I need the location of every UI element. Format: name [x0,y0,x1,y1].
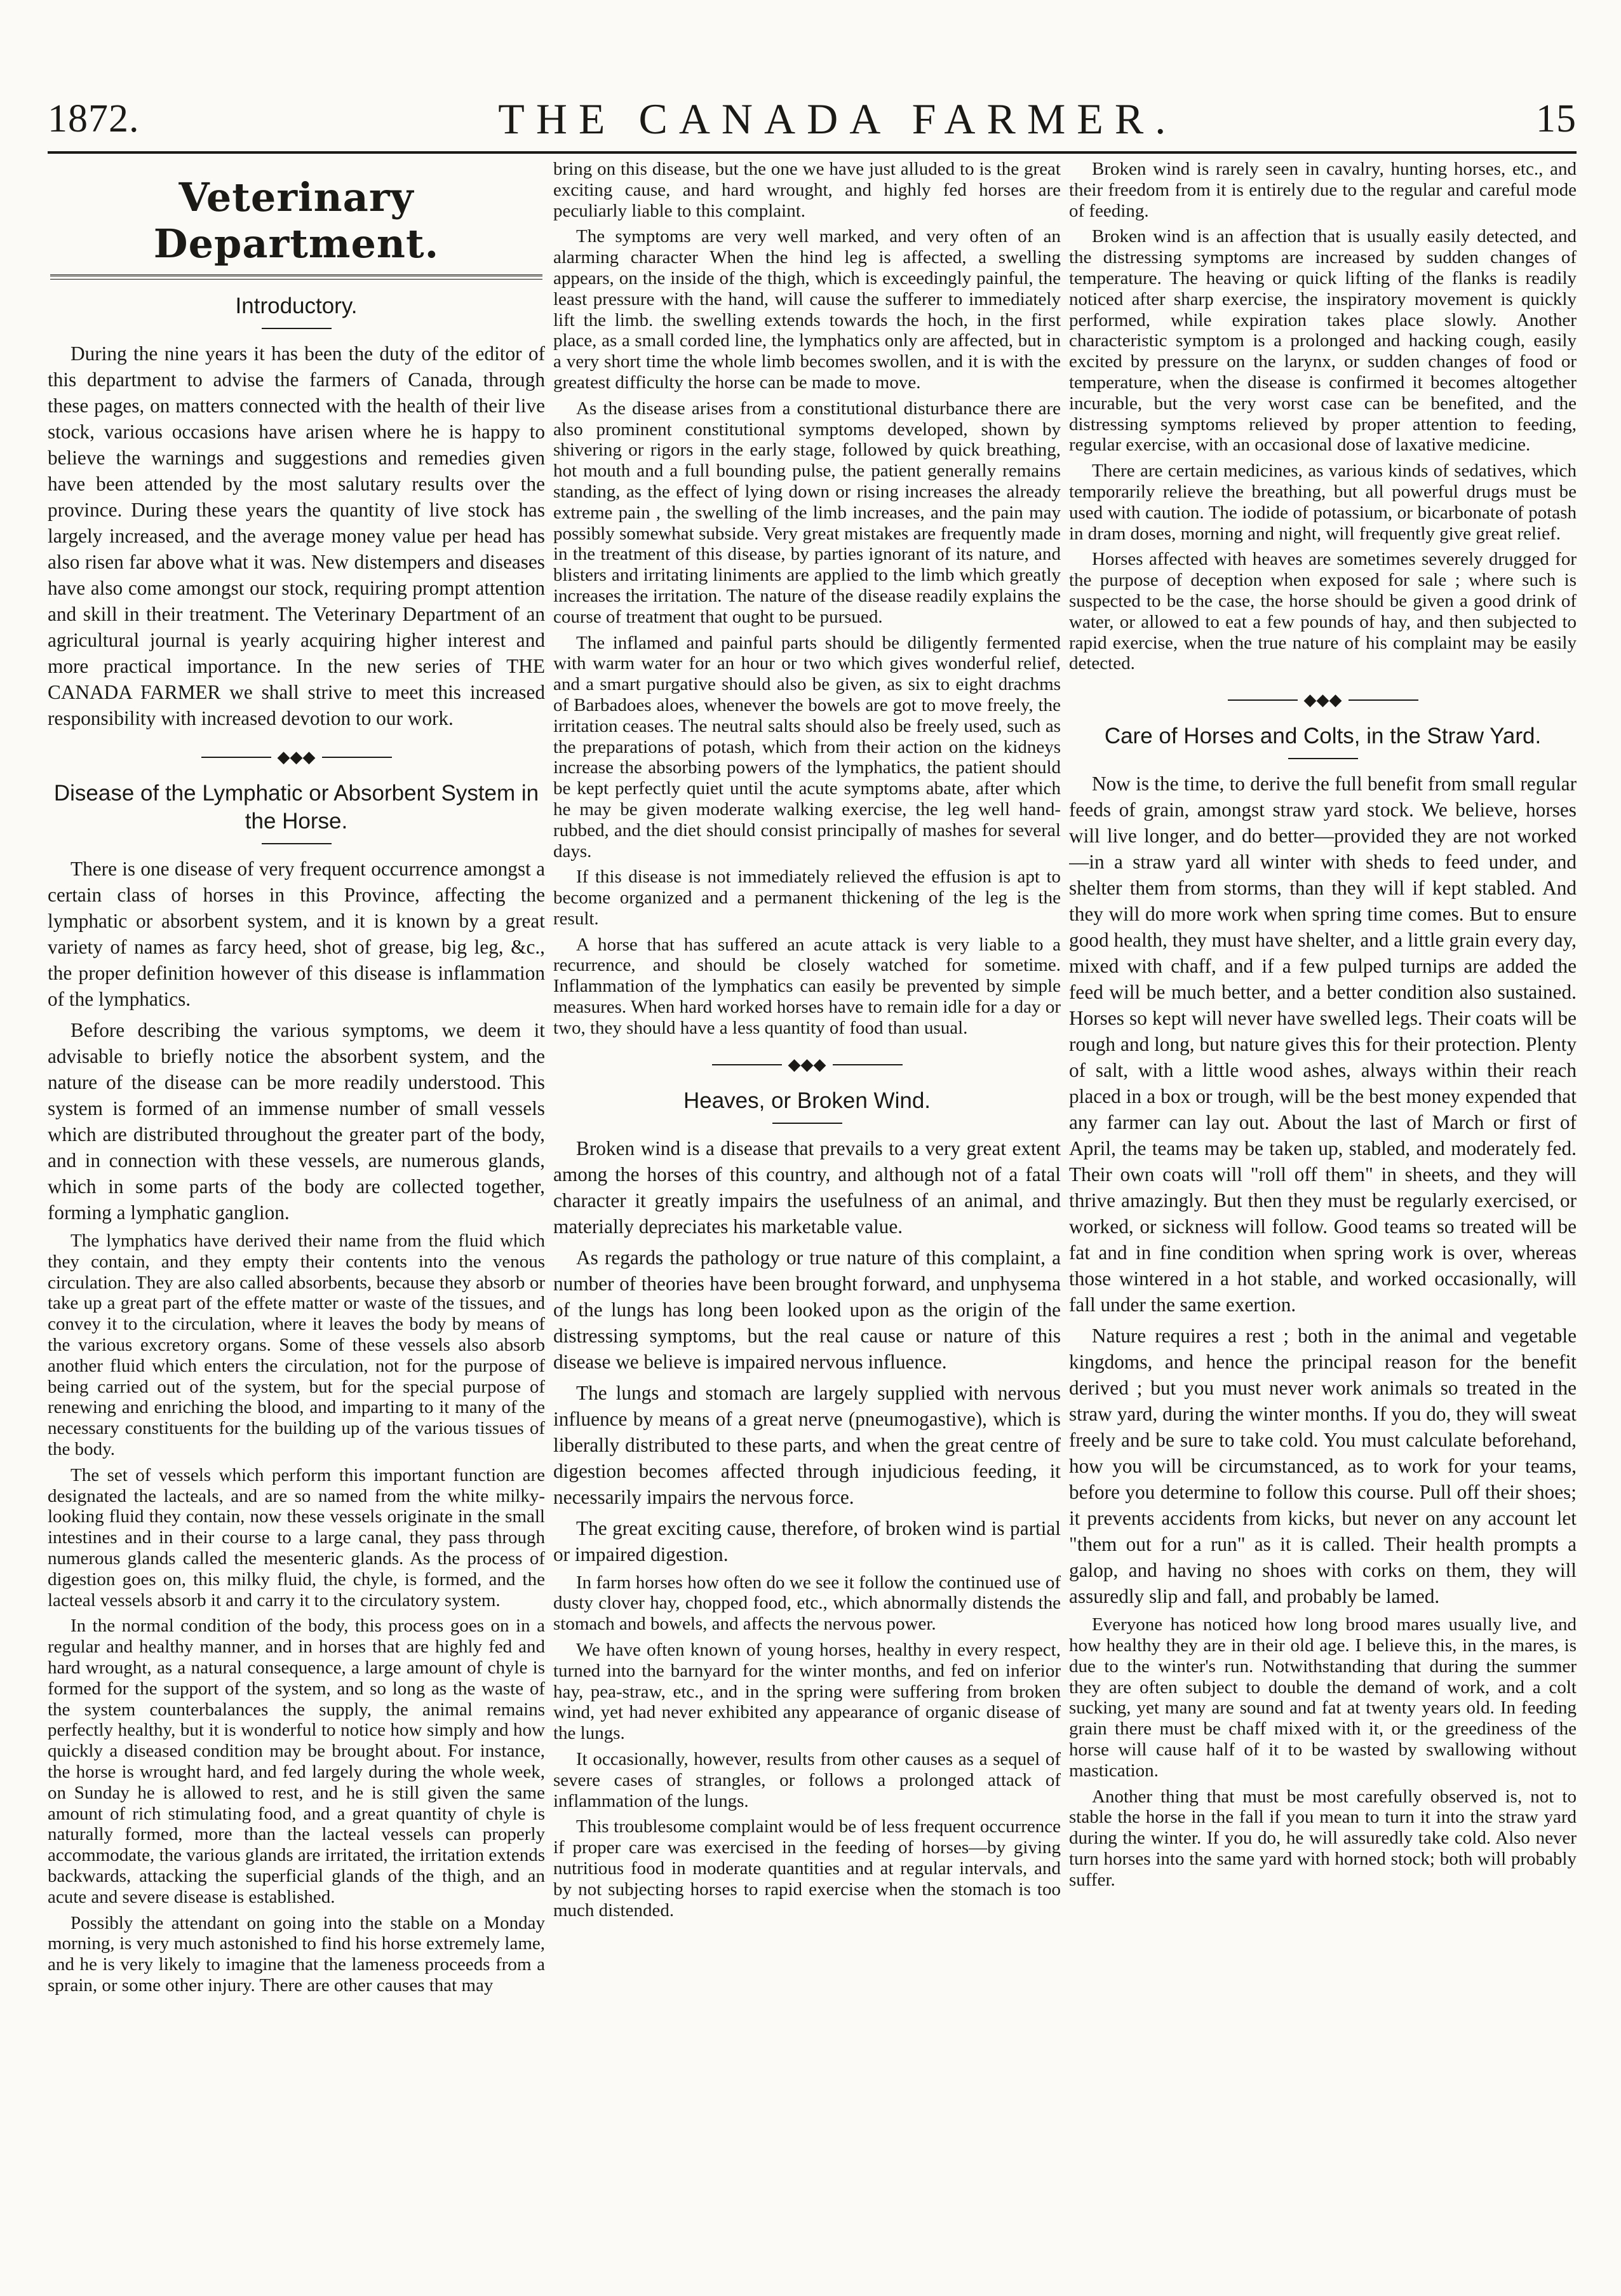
article-paragraph: Nature requires a rest ; both in the animal and vegetable kingdoms, and hence the principal reason for the benefit derived ; but you must never work animals so treated in the straw yard, during the winter months. If you do, they will sweat freely and be sure to take cold. You must calculate beforehand, how you will be circumstanced, as to work for your teams, before you determine to follow this course. Pull off their shoes; it prevents accidents from kicks, but never on any account let "them out for a run" as it is called. Their health prompts a galop, and having no shoes with corks on them, they will assuredly slip and fall, and probably be lamed. [1069,1325,1577,1608]
column-3 [1069,159,1577,2255]
issue-year: 1872. [48,97,140,140]
article-paragraph: Broken wind is rarely seen in cavalry, hunting horses, etc., and their freedom from it is entirely due to the regular and careful mode of feeding. [1069,159,1577,221]
article-paragraph: The lymphatics have derived their name from the fluid which they contain, and they empty their contents into the venous circulation. They are also called absorbents, because they absorb or take up a great part of the effete matter or waste of the tissues, and convey it to the circulation, where it leaves the body by means of the various excretory organs. Some of these vessels also absorb another fluid which enters the circulation, not for the purpose of being carried out of the system, but for the special purpose of renewing and enriching the blood, and imparting to it many of the necessary constituents for the building up of the various tissues of the body. [48,1231,545,1459]
article-paragraph: Broken wind is an affection that is usually easily detected, and the distressing symptoms are increased by sudden changes of temperature. The heaving or quick lifting of the flanks is readily noticed after sharp exercise, the inspiratory movement is quickly performed, while expiration takes place slowly. Another characteristic symptom is a prolonged and hacking cough, easily excited by pressure on the larynx, or sudden changes of food or temperature, when the disease is confirmed it becomes altogether incurable, but the very worst case can be benefited, and the distressing symptoms relieved by proper attention to feeding, regular exercise, with an occasional dose of laxative medicine. [1069,226,1577,456]
ornament-icon: ◆◆◆ [788,1055,826,1074]
article-paragraph: We have often known of young horses, healthy in every respect, turned into the barnyard for the winter months, and fed on inferior hay, pea-straw, etc., and in the spring were suffering from broken wind, yet had never exhibited any appearance of organic disease of the lungs. [553,1640,1061,1744]
article-paragraph: The inflamed and painful parts should be diligently fermented with warm water for an hour or two which gives wonderful relief, and a smart purgative should also be given, as six to eight drachms of Barbadoes aloes, whenever the bowels are got to move freely, the irritation ceases. The neutral salts should also be freely used, such as the preparations of potash, which from their action on the kidneys increase the absorbing powers of the lymphatics, the patient should be kept perfectly quiet until the acute symptoms abate, after which he may be given moderate walking exercise, the leg well hand-rubbed, and the diet should consist principally of mashes for several days. [553,632,1061,861]
article-columns [48,159,1577,2255]
article-paragraph: bring on this disease, but the one we have just alluded to is the great exciting cause, and hard wrought, and highly fed horses are peculiarly liable to this complaint. [553,159,1061,221]
article-paragraph: In farm horses how often do we see it follow the continued use of dusty clover hay, chopped food, etc., which abnormally distends the stomach and bowels, and affects the nervous power. [553,1572,1061,1635]
department-title: Veterinary Department. [153,174,440,267]
straw-yard-heading: Care of Horses and Colts, in the Straw Yard. [1104,724,1542,749]
heading-rule [772,1123,842,1124]
heading-rule [262,843,332,844]
article-paragraph: Horses affected with heaves are sometimes severely drugged for the purpose of deception when exposed for sale ; where such is suspected to be the case, the horse should be given a good drink of water, or allowed to eat a few pounds of hay, and then subjected to rapid exercise, when the true nature of his complaint may be easily detected. [1069,549,1577,674]
lymphatic-disease-heading: Disease of the Lymphatic or Absorbent System in the Horse. [53,781,539,834]
column-1 [48,159,545,2255]
article-paragraph: This troublesome complaint would be of less frequent occurrence if proper care was exercised in the feeding of horses—by giving nutritious food in moderate quantities and at regular intervals, and by not subjecting horses to rapid exercise when the stomach is too much distended. [553,1816,1061,1921]
article-paragraph: Another thing that must be most carefully observed is, not to stable the horse in the fall if you mean to turn it into the straw yard during the winter. If you do, he will assuredly take cold. Also never turn horses into the same yard with horned stock; both will probably suffer. [1069,1786,1577,1890]
article-paragraph: It occasionally, however, results from other causes as a sequel of severe cases of strangles, or follows a prolonged attack of inflammation of the lungs. [553,1749,1061,1811]
section-divider [1069,691,1577,710]
article-paragraph: If this disease is not immediately relieved the effusion is apt to become organized and a permanent thickening of the leg is the result. [553,867,1061,929]
heading-rule [262,328,332,329]
section-divider [553,1055,1061,1074]
column-2 [553,159,1061,2255]
article-paragraph: Now is the time, to derive the full benefit from small regular feeds of grain, amongst straw yard stock. We believe, horses will live longer, and do better—provided they are not worked—in a straw yard all winter with sheds to feed under, and shelter them from storms, than they will if kept stabled. And they will do more work when spring time comes. But to ensure good health, they must have shelter, and a little grain every day, mixed with chaff, and if a few pulped turnips are added the feed will be much better, and a better condition also sustained. Horses so kept will never have swelled legs. Their coats will be rough and long, but nature gives this for their protection. Plenty of salt, with a little wood ashes, always within their reach placed in a box or trough, will be the best money expended that any farmer can lay out. About the last of March or first of April, the teams may be taken up, stabled, and moderately fed. Their own coats will "roll off them" in sheets, and they will thrive amazingly. But then they must be regularly exercised, or worked, or sickness will follow. Good teams so treated will be fat and in fine condition when spring work is over, whereas those wintered in a hot stable, and worked occasionally, will fall under the same exertion. [1069,773,1577,1316]
page-number: 15 [1535,97,1577,140]
heaves-heading: Heaves, or Broken Wind. [683,1088,931,1113]
article-paragraph: Before describing the various symptoms, we deem it advisable to briefly notice the absorbent system, and the nature of the disease can be more readily understood. This system is formed of an immense number of small vessels which are distributed throughout the greater part of the body, and in connection with these vessels, are numerous glands, which in some parts of the body are collected together, forming a lymphatic ganglion. [48,1019,545,1224]
heading-rule [1288,758,1358,759]
ornament-icon: ◆◆◆ [277,748,316,766]
article-paragraph: In the normal condition of the body, this process goes on in a regular and healthy manner, and in horses that are highly fed and hard wrought, as a natural consequence, a large amount of chyle is formed for the support of the system, and so long as the waste of the system counterbalances the supply, the animal remains perfectly healthy, but it is wonderful to notice how simply and how quickly a diseased condition may be brought about. For instance, the horse is wrought hard, and fed largely during the whole week, on Sunday he is allowed to rest, and he is still given the same amount of rich stimulating food, and a great quantity of chyle is naturally formed, more than the lacteal vessels can properly accommodate, the various glands are irritated, the irritation extends backwards, attacking the superficial glands of the thigh, and an acute and severe disease is established. [48,1616,545,1907]
article-paragraph: Everyone has noticed how long brood mares usually live, and how healthy they are in their old age. I believe this, in the mares, is due to the winter's run. Notwithstanding that during the summer they are often subject to double the demand of work, and a colt sucking, yet many are sound and fat at twenty years old. In feeding grain there must be chaff mixed with it, or the greediness of the horse will cause half of it to be wasted by swallowing without mastication. [1069,1614,1577,1781]
article-paragraph: There is one disease of very frequent occurrence amongst a certain class of horses in this Province, affecting the lymphatic or absorbent system, and it is known by a great variety of names as farcy heed, shot of grease, big leg, &c., the proper definition however of this disease is inflammation of the lymphatics. [48,858,545,1010]
article-paragraph: A horse that has suffered an acute attack is very liable to a recurrence, and should be closely watched for sometime. Inflammation of the lymphatics can easily be prevented by simple measures. When hard worked horses have to remain idle for a day or two, they should have a less quantity of food than usual. [553,934,1061,1038]
article-paragraph: The set of vessels which perform this important function are designated the lacteals, and are so named from the white milky-looking fluid they contain, now these vessels originate in the small intestines and in their course to a large canal, they pass through numerous glands called the mesenteric glands. As the process of digestion goes on, this milky fluid, the chyle, is formed, and the lacteal vessels absorb it and carry it to the circulatory system. [48,1464,545,1611]
article-paragraph: The lungs and stomach are largely supplied with nervous influence by means of a great nerve (pneumogastive), which is liberally distributed to these parts, and when the great centre of digestion becomes affected through injudicious feeding, it necessarily impairs the nervous force. [553,1381,1061,1508]
masthead [48,89,1577,149]
article-paragraph: As regards the pathology or true nature of this complaint, a number of theories have been brought forward, and unphysema of the lungs has long been looked upon as the origin of the distressing symptoms, but the real cause or nature of this disease we believe is impaired nervous influence. [553,1246,1061,1373]
article-paragraph: The symptoms are very well marked, and very often of an alarming character When the hind leg is affected, a swelling appears, on the inside of the thigh, which is exceedingly painful, the least pressure with the hand, will cause the sufferer to immediately lift the limb. the swelling extends towards the hoch, in the first place, as a small corded line, the lymphatics only are affected, but in a very short time the whole limb becomes swollen, and it is with the greatest difficulty the horse can be made to move. [553,226,1061,393]
department-rule [50,274,542,280]
article-paragraph: Broken wind is a disease that prevails to a very great extent among the horses of this country, and although not of a fatal character it greatly impairs the usefulness of an animal, and materially depreciates his marketable value. [553,1137,1061,1238]
introductory-paragraph: During the nine years it has been the duty of the editor of this department to advise the farmers of Canada, through these pages, on matters connected with the health of their live stock, various occasions have arisen where he is happy to believe the warnings and suggestions and remedies given have been attended by the most salutary results over the province. During these years the quantity of live stock has largely increased, and the average money value per head has also risen far above what it was. New distempers and diseases have also come amongst our stock, requiring prompt attention and skill in their treatment. The Veterinary Department of an agricultural journal is yearly acquiring higher interest and more practical importance. In the new series of THE CANADA FARMER we shall strive to meet this increased responsibility with increased devotion to our work. [48,342,545,729]
introductory-heading: Introductory. [235,294,358,318]
article-paragraph: Possibly the attendant on going into the stable on a Monday morning, is very much astonished to find his horse extremely lame, and he is very likely to imagine that the lameness proceeds from a sprain, or some other injury. There are other causes that may [48,1912,545,1995]
article-paragraph: As the disease arises from a constitutional disturbance there are also prominent constitutional symptoms developed, shown by shivering or rigors in the early stage, followed by quick breathing, hot mouth and a full bounding pulse, the patient generally remains standing, as the effect of lying down or rising increases the already extreme pain , the swelling of the limb increases, and the pain may possibly somewhat subside. Very great mistakes are frequently made in the treatment of this disease, by parties ignorant of its nature, and blisters and irritating liniments are applied to the limb which greatly increases the irritation. The nature of the disease readily explains the course of treatment that ought to be pursued. [553,398,1061,627]
newspaper-title: THE CANADA FARMER. [498,95,1178,143]
article-paragraph: The great exciting cause, therefore, of broken wind is partial or impaired digestion. [553,1516,1061,1565]
section-divider [48,748,545,767]
masthead-rule [48,151,1577,154]
article-paragraph: There are certain medicines, as various kinds of sedatives, which temporarily relieve the breathing, but all powerful drugs must be used with caution. The iodide of potassium, or bicarbonate of potash in dram doses, morning and night, will frequently give great relief. [1069,461,1577,544]
ornament-icon: ◆◆◆ [1303,691,1342,710]
